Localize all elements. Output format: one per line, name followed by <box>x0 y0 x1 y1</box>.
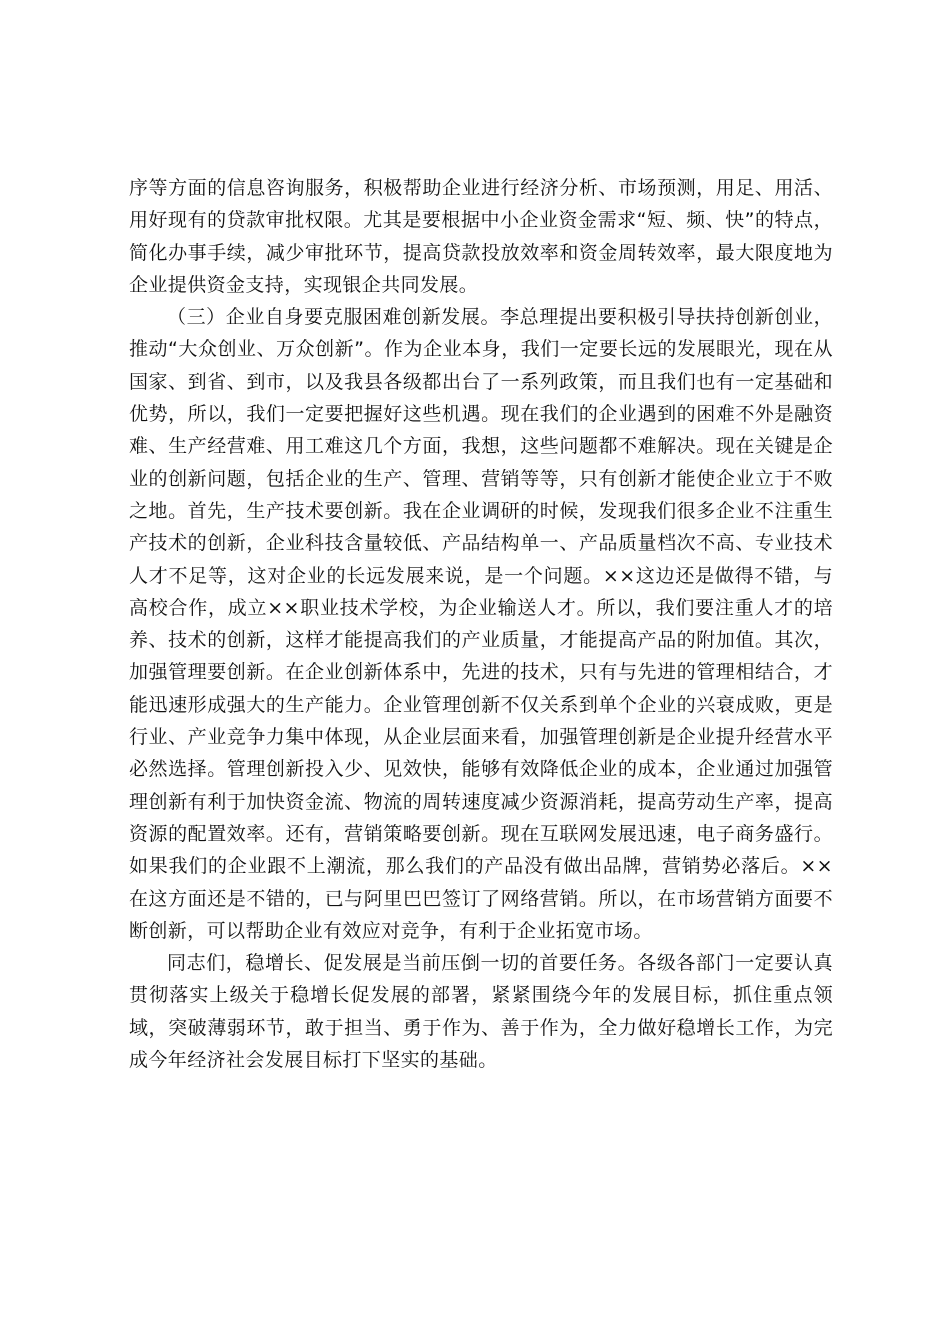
document-body <box>129 172 833 1076</box>
paragraph-continuation: 序等方面的信息咨询服务，积极帮助企业进行经济分析、市场预测，用足、用活、用好现有的贷款审批权限。尤其是要根据中小企业资金需求“短、频、快”的特点，简化办事手续，减少审批环节，提高贷款投放效率和资金周转效率，最大限度地为企业提供资金支持，实现银企共同发展。 <box>129 177 833 296</box>
paragraph-conclusion: 同志们，稳增长、促发展是当前压倒一切的首要任务。各级各部门一定要认真贯彻落实上级关于稳增长促发展的部署，紧紧围绕今年的发展目标，抓住重点领域，突破薄弱环节，敢于担当、勇于作为、善于作为，全力做好稳增长工作，为完成今年经济社会发展目标打下坚实的基础。 <box>129 952 833 1072</box>
paragraph-section-three: （三）企业自身要克服困难创新发展。李总理提出要积极引导扶持创新创业，推动“大众创业、万众创新”。作为企业本身，我们一定要长远的发展眼光，现在从国家、到省、到市，以及我县各级都出台了一系列政策，而且我们也有一定基础和优势，所以，我们一定要把握好这些机遇。现在我们的企业遇到的困难不外是融资难、生产经营难、用工难这几个方面，我想，这些问题都不难解决。现在关键是企业的创新问题，包括企业的生产、管理、营销等等，只有创新才能使企业立于不败之地。首先，生产技术要创新。我在企业调研的时候，发现我们很多企业不注重生产技术的创新，企业科技含量较低、产品结构单一、产品质量档次不高、专业技术人才不足等，这对企业的长远发展来说，是一个问题。××这边还是做得不错，与高校合作，成立××职业技术学校，为企业输送人才。所以，我们要注重人才的培养、技术的创新，这样才能提高我们的产业质量，才能提高产品的附加值。其次，加强管理要创新。在企业创新体系中，先进的技术，只有与先进的管理相结合，才能迅速形成强大的生产能力。企业管理创新不仅关系到单个企业的兴衰成败，更是行业、产业竞争力集中体现，从企业层面来看，加强管理创新是企业提升经营水平必然选择。管理创新投入少、见效快，能够有效降低企业的成本，企业通过加强管理创新有利于加快资金流、物流的周转速度减少资源消耗，提高劳动生产率，提高资源的配置效率。还有，营销策略要创新。现在互联网发展迅速，电子商务盛行。如果我们的企业跟不上潮流，那么我们的产品没有做出品牌，营销势必落后。××在这方面还是不错的，已与阿里巴巴签订了网络营销。所以，在市场营销方面要不断创新，可以帮助企业有效应对竞争，有利于企业拓宽市场。 <box>129 306 833 942</box>
